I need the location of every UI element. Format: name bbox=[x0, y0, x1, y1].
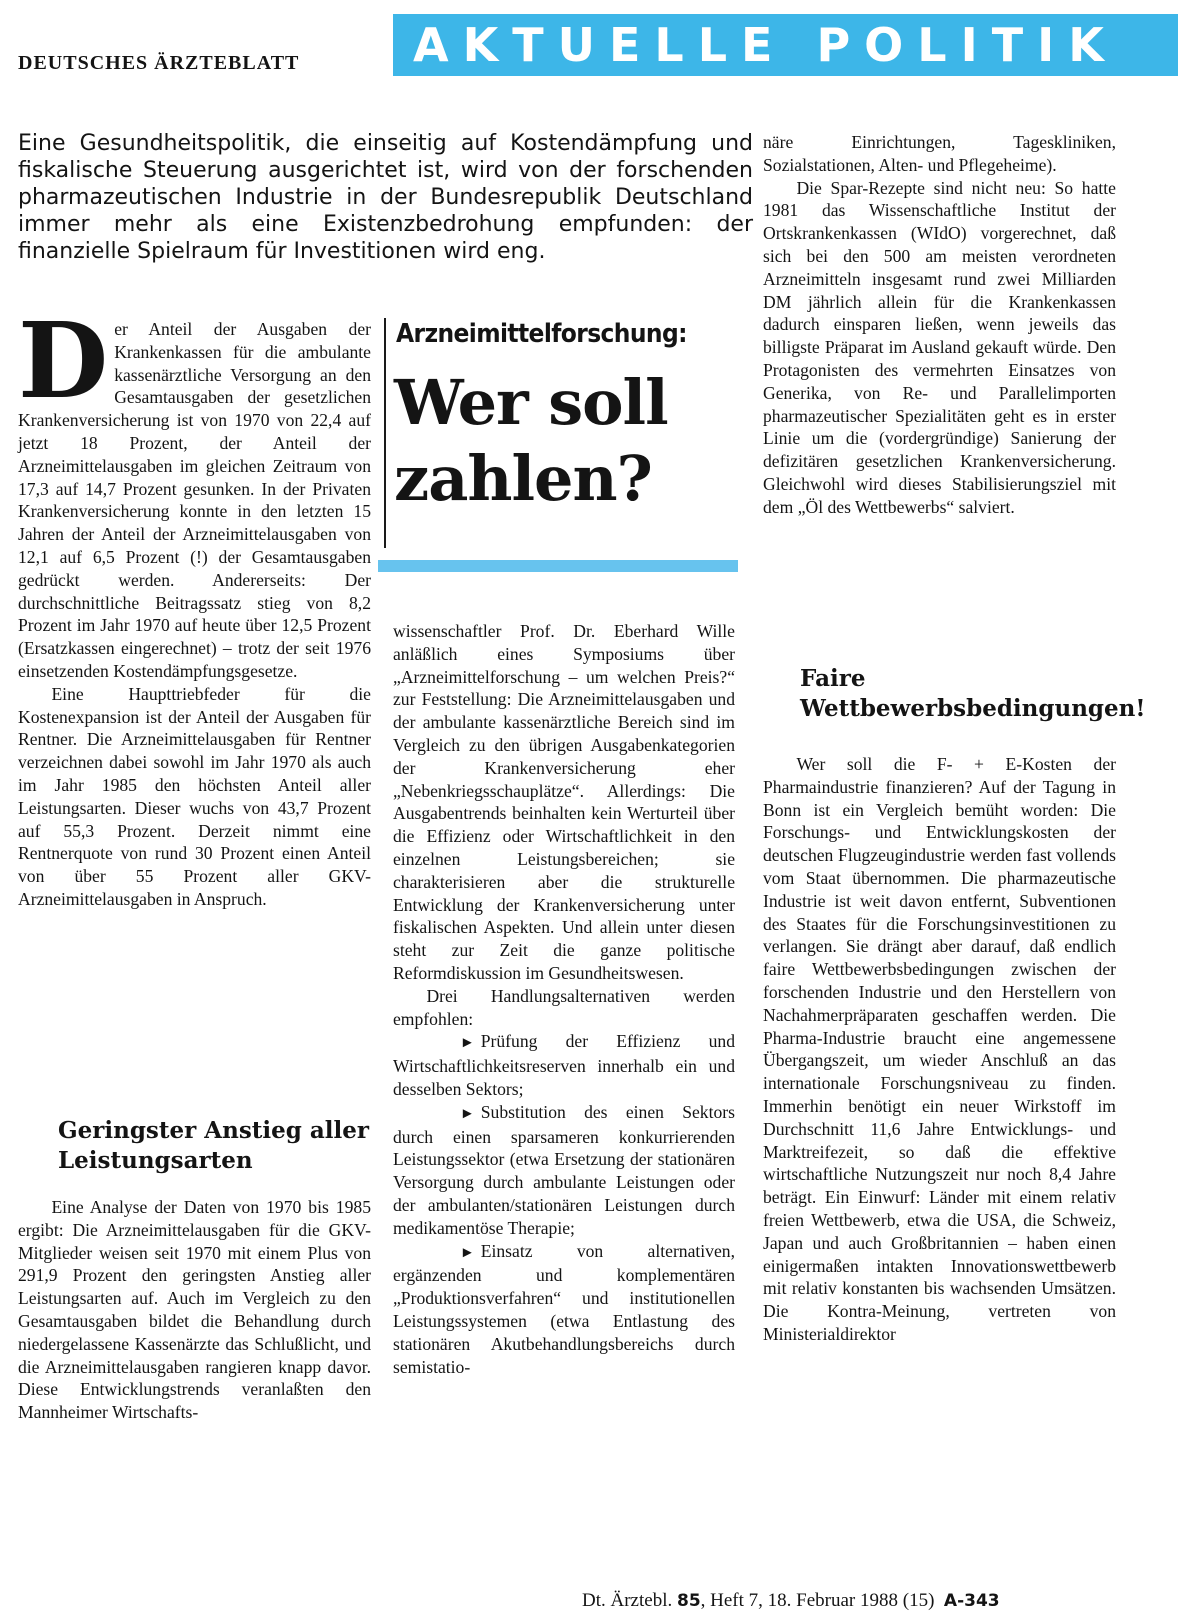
bullet-arrow-icon: ► bbox=[459, 1035, 475, 1052]
bullet-item: ► Substitution des einen Sektors durch einen sparsameren konkurrierenden Leistungssektor (etwa Ersetzung der stationären Versorgung durch ambulante Leistungen oder der ambulanten/stationären Leistungen durch medikamentöse Therapie; bbox=[393, 1101, 735, 1238]
paragraph: Drei Handlungsalternativen werden empfohlen: bbox=[393, 985, 735, 1029]
paragraph: wissenschaftler Prof. Dr. Eberhard Wille anläßlich eines Symposiums über „Arzneimittelforschung – um welchen Preis?“ zur Feststellung: Die Arzneimittelausgaben und der ambulante kassenärztliche Bereich sind im Vergleich zu den übrigen Ausgabenkategorien der Krankenversicherung eher „Nebenkriegsschauplätze“. Allerdings: Die Ausgabentrends beinhalten kein Werturteil über die Effizienz oder Wirtschaftlichkeit in den einzelnen Leistungsbereichen; sie charakterisieren aber die strukturelle Entwicklung der Krankenversicherung unter fiskalischen Aspekten. Und allein unter diesen steht zur Zeit die ganze politische Reformdiskussion im Gesundheitswesen. bbox=[393, 621, 735, 983]
drop-cap: D bbox=[18, 299, 109, 422]
paragraph: Die Spar-Rezepte sind nicht neu: So hatte 1981 das Wissenschaftliche Institut der Ortskrankenkassen (WIdO) vorgerechnet, daß sich bei den 500 am meisten verordneten Arzneimitteln insgesamt rund zwei Milliarden DM jährlich allein für die Krankenkassen dadurch einsparen ließen, wenn jeweils das billigste Präparat im Ausland gekauft würde. Den Protagonisten des vermehrten Einsatzes von Generika, von Re- und Parallelimporten pharmazeutischer Spezialitäten geht es in erster Linie um die (vordergründige) Sanierung der defizitären gesetzlichen Krankenversicherung. Gleichwohl wird dieses Stabilisierungsziel mit dem „Öl des Wettbewerbs“ salviert. bbox=[763, 177, 1116, 517]
section-banner: AKTUELLE POLITIK bbox=[393, 14, 1178, 76]
paragraph: Eine Haupttriebfeder für die Kostenexpansion ist der Anteil der Ausgaben für Rentner. Die Arzneimittelausgaben für Rentner verzeichnen dabei sowohl im Jahr 1970 als auch im Jahr 1985 den höchsten Anteil aller Leistungsarten. Dieser wuchs von 43,7 Prozent auf 55,3 Prozent. Derzeit nimmt eine Rentnerquote von rund 30 Prozent einen Anteil von über 55 Prozent aller GKV-Arzneimittelausgaben in Anspruch. bbox=[18, 683, 371, 909]
column-right bbox=[763, 131, 1116, 519]
bullet-arrow-icon: ► bbox=[459, 1244, 475, 1261]
column-right-continued bbox=[763, 753, 1116, 1346]
bullet-item: ► Prüfung der Effizienz und Wirtschaftlichkeitsreserven innerhalb ein und desselben Sektors; bbox=[393, 1031, 735, 1099]
blue-bar-text bbox=[410, 560, 710, 572]
paragraph: Eine Analyse der Daten von 1970 bis 1985 ergibt: Die Arzneimittelausgaben für die GKV-Mitglieder weisen seit 1970 mit einem Plus von 291,9 Prozent den geringsten Anstieg aller Leistungsarten auf. Auch im Vergleich zu den Gesamtausgaben bildet die Behandlung durch niedergelassene Kassenärzte das Schlußlicht, und die Arzneimittelausgaben rangieren knapp davor. Diese Entwicklungstrends veranlaßten den Mannheimer Wirtschafts- bbox=[18, 1197, 371, 1423]
bullet-item: ► Einsatz von alternativen, ergänzenden und komplementären „Produktionsverfahren“ und institutionellen Leistungssystemen (etwa Entlastung des stationären Akutbehandlungsbereichs durch semistatio- bbox=[393, 1240, 735, 1377]
paragraph: Wer soll die F- + E-Kosten der Pharmaindustrie finanzieren? Auf der Tagung in Bonn ist ein Vergleich bemüht worden: Die Forschungs- und Entwicklungskosten der deutschen Flugzeugindustrie werden fast vollends vom Staat übernommen. Die pharmazeutische Industrie ist weit davon entfernt, Subventionen des Staates für die Forschungsinvestitionen zu verlangen. Sie drängt aber darauf, daß endlich faire Wettbewerbsbedingungen zwischen der forschenden Industrie und den Herstellern von Nachahmerpräparaten geschaffen werden. Die Pharma-Industrie braucht eine angemessene Übergangszeit, um wieder Anschluß an das internationale Forschungsniveau zu finden. Immerhin benötigt ein neuer Wirkstoff im Durchschnitt 11,6 Jahre Entwicklungs- und Marktreifezeit, so daß die effektive wirtschaftliche Nutzungszeit nur noch 8,4 Jahre beträgt. Ein Einwurf: Länder mit einem relativ freien Wettbewerb, etwa die USA, die Schweiz, Japan und auch Großbritannien – haben einen einigermaßen intakten Innovationswettbewerb mit relativ konstanten bis wachsenden Umsätzen. Die Kontra-Meinung, vertreten von Ministerialdirektor bbox=[763, 754, 1116, 1344]
bullet-arrow-icon: ► bbox=[459, 1105, 475, 1122]
footer-citation: Dt. Ärztebl. 85, Heft 7, 18. Februar 1988 (15) A-343 bbox=[582, 1590, 1000, 1611]
vertical-rule bbox=[384, 318, 386, 548]
headline: Wer soll zahlen? bbox=[394, 366, 668, 515]
column-left-continued bbox=[18, 1196, 371, 1424]
subheading-geringster-anstieg: Geringster Anstieg aller Leistungsarten bbox=[58, 1117, 369, 1174]
kicker: Arzneimittelforschung: bbox=[396, 319, 687, 349]
masthead: DEUTSCHES ÄRZTEBLATT bbox=[18, 52, 300, 74]
paragraph bbox=[18, 299, 371, 683]
column-middle bbox=[393, 620, 735, 1378]
volume-number: 85 bbox=[676, 1591, 701, 1611]
page-number: A-343 bbox=[943, 1591, 1000, 1611]
paragraph-text: er Anteil der Ausgaben der Krankenkassen für die ambulante kassenärztliche Versorgung an den Gesamtausgaben der gesetzlichen Krankenversicherung ist von 1970 von 22,4 auf jetzt 18 Prozent, der Anteil der Arzneimittelausgaben im gleichen Zeitraum von 17,3 auf 14,7 Prozent gesunken. In der Privaten Krankenversicherung konnte in den letzten 15 Jahren der Anteil der Arzneimittelausgaben von 12,1 auf 6,5 Prozent (!) der Gesamtausgaben gedrückt werden. Andererseits: Der durchschnittliche Beitragssatz stieg von 8,2 Prozent im Jahr 1970 auf heute über 12,5 Prozent (Ersatzkassen eingerechnet) – trotz der seit 1976 einsetzenden Kostendämpfungsgesetze. bbox=[18, 319, 371, 681]
subheading-faire-wettbewerbsbedingungen: Faire Wettbewerbsbedingungen! bbox=[800, 665, 1146, 722]
paragraph: näre Einrichtungen, Tageskliniken, Sozialstationen, Alten- und Pflegeheime). bbox=[763, 132, 1116, 175]
lead-paragraph: Eine Gesundheitspolitik, die einseitig auf Kostendämpfung und fiskalische Steuerung ausgerichtet ist, wird von der forschenden pharmazeutischen Industrie in der Bundesrepublik Deutschland immer mehr als eine Existenzbedrohung empfunden: der finanzielle Spielraum für Investitionen wird eng. bbox=[18, 131, 753, 264]
column-left bbox=[18, 299, 371, 911]
